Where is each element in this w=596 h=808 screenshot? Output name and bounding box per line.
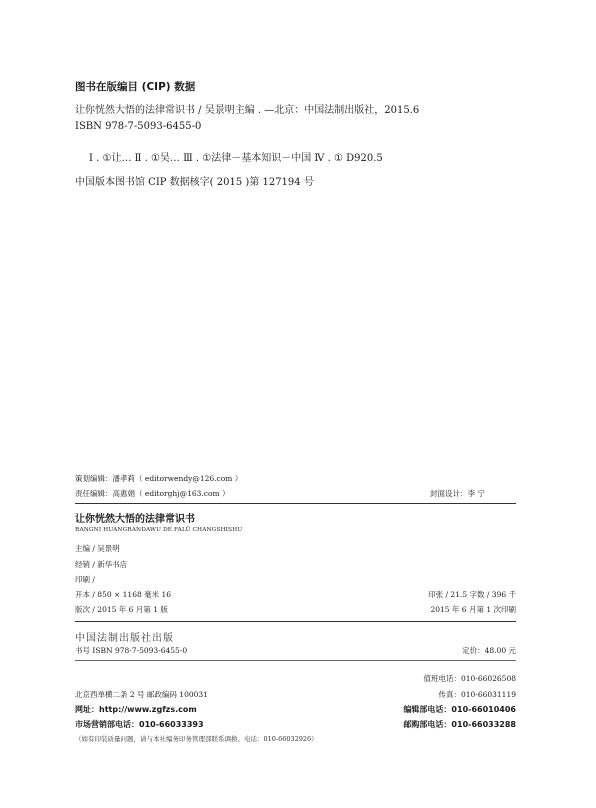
chief-editor: 主编 / 吴景明 (75, 544, 120, 553)
fax: 传真：010-66031119 (438, 690, 516, 699)
divider-bottom (75, 660, 516, 661)
cip-isbn-line: ISBN 978-7-5093-6455-0 (75, 121, 202, 132)
sheets-and-words: 印张 / 21.5 字数 / 396 千 (428, 590, 516, 599)
book-format: 开本 / 850 × 1168 毫米 16 (75, 590, 172, 599)
edition: 版次 / 2015 年 6 月第 1 版 (75, 605, 168, 614)
publisher-name: 中国法制出版社出版 (75, 633, 174, 644)
cip-classification-line: Ⅰ . ①让… Ⅱ . ①吴… Ⅲ . ①法律－基本知识－中国 Ⅳ . ① D920.5 (89, 153, 383, 164)
quality-notice: （如有印装质量问题，请与本社编务印务管理部联系调换。电话：010-66032926） (75, 735, 318, 743)
divider-top (75, 503, 516, 504)
marketing-phone: 市场营销部电话：010-66033393 (75, 720, 204, 729)
cip-record-number: 中国版本图书馆 CIP 数据核字( 2015 )第 127194 号 (75, 177, 314, 188)
distributor: 经销 / 新华书店 (75, 560, 128, 569)
divider-middle (75, 621, 516, 622)
cip-title-line: 让你恍然大悟的法律常识书 / 吴景明主编 . —北京：中国法制出版社，2015.6 (75, 105, 420, 116)
book-pinyin: RANGNI HUANGRANDAWU DE FALÜ CHANGSHISHU (75, 527, 243, 533)
planning-editor: 策划编辑：潘孝莉（ editorwendy@126.com ） (75, 474, 243, 483)
cover-designer: 封面设计：李 宁 (430, 489, 485, 498)
printer: 印刷 / (75, 575, 95, 584)
editorial-phone: 编辑部电话：010-66010406 (403, 705, 516, 714)
publisher-address: 北京西单横二条 2 号 邮政编码 100031 (75, 690, 208, 699)
price: 定价：48.00 元 (462, 646, 516, 655)
cip-heading: 图书在版编目 (CIP) 数据 (75, 81, 196, 93)
book-title: 让你恍然大悟的法律常识书 (75, 514, 195, 525)
mail-order-phone: 邮购部电话：010-66033288 (403, 720, 516, 729)
duty-phone: 值班电话：010-66026508 (423, 674, 516, 683)
publisher-isbn: 书号 ISBN 978-7-5093-6455-0 (75, 646, 188, 655)
responsible-editor: 责任编辑：高惠娟（ editorghj@163.com ） (75, 489, 230, 498)
website[interactable]: 网址：http://www.zgfzs.com (75, 705, 197, 714)
printing: 2015 年 6 月第 1 次印刷 (430, 605, 516, 614)
